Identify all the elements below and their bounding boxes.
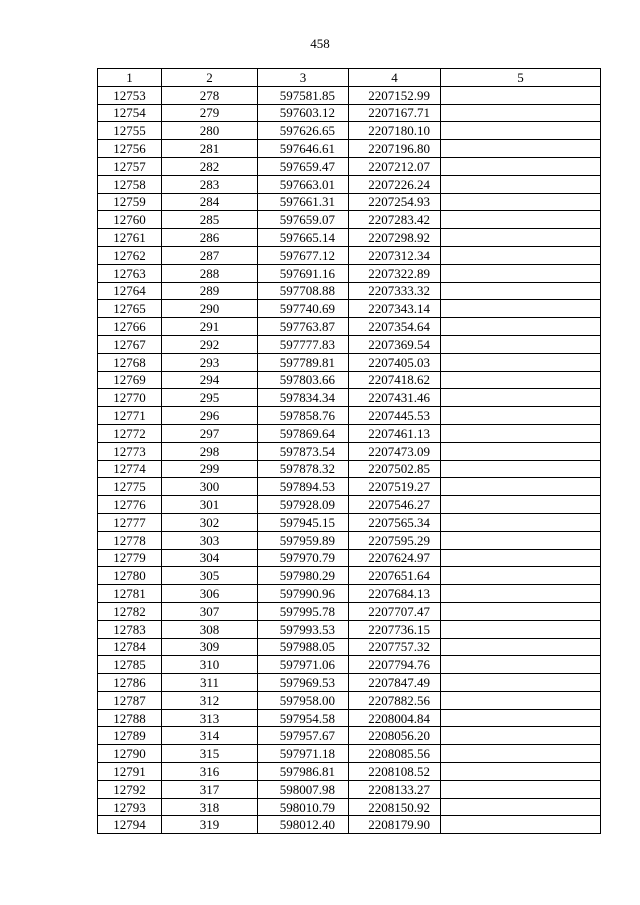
table-row <box>98 531 601 549</box>
table-cell-col-3: 597957.67 <box>258 727 349 745</box>
table-cell-col-3: 598007.98 <box>258 780 349 798</box>
table-cell-col-1: 12762 <box>98 246 162 264</box>
table-cell-col-4: 2207226.24 <box>349 175 441 193</box>
table-cell-col-2: 316 <box>162 763 258 781</box>
table-cell-col-2: 301 <box>162 496 258 514</box>
table-cell-col-5 <box>441 246 601 264</box>
table-cell-col-4: 2207322.89 <box>349 264 441 282</box>
table-cell-col-4: 2208056.20 <box>349 727 441 745</box>
table-row <box>98 513 601 531</box>
table-cell-col-4: 2207312.34 <box>349 246 441 264</box>
table-row <box>98 798 601 816</box>
table-row <box>98 300 601 318</box>
table-cell-col-1: 12758 <box>98 175 162 193</box>
table-cell-col-5 <box>441 816 601 834</box>
table-cell-col-5 <box>441 780 601 798</box>
table-cell-col-2: 290 <box>162 300 258 318</box>
table-cell-col-2: 306 <box>162 585 258 603</box>
table-cell-col-4: 2207847.49 <box>349 674 441 692</box>
table-cell-col-4: 2207684.13 <box>349 585 441 603</box>
table-cell-col-2: 278 <box>162 86 258 104</box>
table-cell-col-1: 12793 <box>98 798 162 816</box>
table-cell-col-1: 12786 <box>98 674 162 692</box>
table-cell-col-3: 597763.87 <box>258 318 349 336</box>
table-cell-col-4: 2207418.62 <box>349 371 441 389</box>
table-cell-col-5 <box>441 407 601 425</box>
table-cell-col-5 <box>441 193 601 211</box>
table-row <box>98 727 601 745</box>
table-cell-col-3: 597878.32 <box>258 460 349 478</box>
table-cell-col-1: 12757 <box>98 157 162 175</box>
table-cell-col-3: 598012.40 <box>258 816 349 834</box>
table-cell-col-2: 305 <box>162 567 258 585</box>
table-cell-col-2: 299 <box>162 460 258 478</box>
table-cell-col-5 <box>441 585 601 603</box>
table-cell-col-3: 597958.00 <box>258 691 349 709</box>
table-cell-col-4: 2207167.71 <box>349 104 441 122</box>
table-cell-col-5 <box>441 567 601 585</box>
table-cell-col-3: 597663.01 <box>258 175 349 193</box>
table-cell-col-5 <box>441 496 601 514</box>
table-cell-col-1: 12790 <box>98 745 162 763</box>
table-cell-col-1: 12784 <box>98 638 162 656</box>
table-cell-col-5 <box>441 229 601 247</box>
table-row <box>98 211 601 229</box>
table-cell-col-3: 597646.61 <box>258 140 349 158</box>
table-cell-col-2: 314 <box>162 727 258 745</box>
table-cell-col-5 <box>441 513 601 531</box>
table-row <box>98 549 601 567</box>
table-cell-col-5 <box>441 335 601 353</box>
table-cell-col-5 <box>441 674 601 692</box>
column-header-5: 5 <box>441 69 601 87</box>
table-row <box>98 691 601 709</box>
table-cell-col-3: 597581.85 <box>258 86 349 104</box>
table-cell-col-5 <box>441 122 601 140</box>
table-row <box>98 816 601 834</box>
table-cell-col-3: 597986.81 <box>258 763 349 781</box>
table-cell-col-4: 2207502.85 <box>349 460 441 478</box>
table-cell-col-3: 597626.65 <box>258 122 349 140</box>
table-cell-col-4: 2208004.84 <box>349 709 441 727</box>
table-cell-col-4: 2207651.64 <box>349 567 441 585</box>
table-row <box>98 763 601 781</box>
table-row <box>98 496 601 514</box>
table-cell-col-5 <box>441 282 601 300</box>
table-cell-col-2: 307 <box>162 602 258 620</box>
table-cell-col-1: 12754 <box>98 104 162 122</box>
table-cell-col-2: 311 <box>162 674 258 692</box>
table-cell-col-5 <box>441 424 601 442</box>
table-cell-col-4: 2207196.80 <box>349 140 441 158</box>
table-row <box>98 407 601 425</box>
table-row <box>98 86 601 104</box>
column-header-2: 2 <box>162 69 258 87</box>
table-cell-col-4: 2207369.54 <box>349 335 441 353</box>
table-row <box>98 709 601 727</box>
table-row <box>98 335 601 353</box>
table-body <box>98 86 601 833</box>
table-row <box>98 424 601 442</box>
table-cell-col-3: 597995.78 <box>258 602 349 620</box>
table-cell-col-1: 12777 <box>98 513 162 531</box>
table-cell-col-3: 597971.06 <box>258 656 349 674</box>
table-cell-col-1: 12755 <box>98 122 162 140</box>
table-cell-col-4: 2207595.29 <box>349 531 441 549</box>
table-row <box>98 745 601 763</box>
table-cell-col-1: 12783 <box>98 620 162 638</box>
table-row <box>98 175 601 193</box>
table-cell-col-2: 286 <box>162 229 258 247</box>
table-row <box>98 229 601 247</box>
table-cell-col-4: 2207445.53 <box>349 407 441 425</box>
table-cell-col-4: 2207254.93 <box>349 193 441 211</box>
table-cell-col-1: 12773 <box>98 442 162 460</box>
table-cell-col-1: 12788 <box>98 709 162 727</box>
table-cell-col-3: 597777.83 <box>258 335 349 353</box>
table-row <box>98 246 601 264</box>
table-cell-col-4: 2207736.15 <box>349 620 441 638</box>
table-cell-col-3: 597661.31 <box>258 193 349 211</box>
table-row <box>98 353 601 371</box>
table-cell-col-1: 12774 <box>98 460 162 478</box>
table-cell-col-5 <box>441 478 601 496</box>
table-cell-col-2: 319 <box>162 816 258 834</box>
table-cell-col-2: 296 <box>162 407 258 425</box>
table-cell-col-4: 2207624.97 <box>349 549 441 567</box>
table-cell-col-3: 597980.29 <box>258 567 349 585</box>
table-cell-col-5 <box>441 691 601 709</box>
table-cell-col-5 <box>441 709 601 727</box>
table-cell-col-4: 2207565.34 <box>349 513 441 531</box>
table-cell-col-5 <box>441 211 601 229</box>
table-cell-col-3: 597945.15 <box>258 513 349 531</box>
coordinates-table <box>97 68 601 834</box>
table-cell-col-2: 284 <box>162 193 258 211</box>
table-cell-col-5 <box>441 602 601 620</box>
table-cell-col-5 <box>441 798 601 816</box>
table-cell-col-4: 2207180.10 <box>349 122 441 140</box>
table-cell-col-4: 2207757.32 <box>349 638 441 656</box>
table-cell-col-4: 2207519.27 <box>349 478 441 496</box>
table-cell-col-2: 309 <box>162 638 258 656</box>
table-cell-col-3: 597659.07 <box>258 211 349 229</box>
table-cell-col-1: 12775 <box>98 478 162 496</box>
table-cell-col-1: 12789 <box>98 727 162 745</box>
table-cell-col-1: 12778 <box>98 531 162 549</box>
table-cell-col-2: 283 <box>162 175 258 193</box>
table-cell-col-2: 315 <box>162 745 258 763</box>
table-cell-col-1: 12792 <box>98 780 162 798</box>
table-cell-col-3: 597988.05 <box>258 638 349 656</box>
table-cell-col-2: 292 <box>162 335 258 353</box>
table-cell-col-3: 597603.12 <box>258 104 349 122</box>
table-cell-col-2: 297 <box>162 424 258 442</box>
table-cell-col-5 <box>441 442 601 460</box>
table-cell-col-1: 12766 <box>98 318 162 336</box>
table-cell-col-2: 287 <box>162 246 258 264</box>
table-cell-col-2: 289 <box>162 282 258 300</box>
table-row <box>98 282 601 300</box>
table-cell-col-5 <box>441 86 601 104</box>
table-row <box>98 157 601 175</box>
table-cell-col-5 <box>441 727 601 745</box>
table-cell-col-2: 295 <box>162 389 258 407</box>
table-cell-col-4: 2208085.56 <box>349 745 441 763</box>
table-cell-col-4: 2208179.90 <box>349 816 441 834</box>
table-cell-col-2: 312 <box>162 691 258 709</box>
table-cell-col-3: 597894.53 <box>258 478 349 496</box>
table-cell-col-3: 597740.69 <box>258 300 349 318</box>
table-cell-col-3: 597789.81 <box>258 353 349 371</box>
table-row <box>98 638 601 656</box>
table-cell-col-3: 597959.89 <box>258 531 349 549</box>
table-cell-col-2: 310 <box>162 656 258 674</box>
table-cell-col-5 <box>441 157 601 175</box>
table-cell-col-5 <box>441 104 601 122</box>
table-cell-col-5 <box>441 264 601 282</box>
table-cell-col-1: 12764 <box>98 282 162 300</box>
table-row <box>98 442 601 460</box>
table-cell-col-2: 281 <box>162 140 258 158</box>
table-row <box>98 318 601 336</box>
table-cell-col-2: 291 <box>162 318 258 336</box>
table-cell-col-5 <box>441 371 601 389</box>
page-number: 458 <box>310 36 330 51</box>
table-cell-col-1: 12794 <box>98 816 162 834</box>
table-cell-col-4: 2207333.32 <box>349 282 441 300</box>
column-header-4: 4 <box>349 69 441 87</box>
table-cell-col-4: 2207461.13 <box>349 424 441 442</box>
table-row <box>98 193 601 211</box>
table-cell-col-1: 12760 <box>98 211 162 229</box>
table-cell-col-5 <box>441 656 601 674</box>
table-cell-col-1: 12779 <box>98 549 162 567</box>
table-cell-col-5 <box>441 389 601 407</box>
table-cell-col-1: 12787 <box>98 691 162 709</box>
table-cell-col-3: 597954.58 <box>258 709 349 727</box>
table-cell-col-1: 12781 <box>98 585 162 603</box>
table-cell-col-1: 12782 <box>98 602 162 620</box>
table-cell-col-3: 597659.47 <box>258 157 349 175</box>
table-cell-col-1: 12769 <box>98 371 162 389</box>
table-cell-col-2: 298 <box>162 442 258 460</box>
table-cell-col-2: 294 <box>162 371 258 389</box>
table-cell-col-5 <box>441 763 601 781</box>
table-cell-col-2: 304 <box>162 549 258 567</box>
table-cell-col-4: 2207431.46 <box>349 389 441 407</box>
table-cell-col-1: 12765 <box>98 300 162 318</box>
table-cell-col-4: 2207473.09 <box>349 442 441 460</box>
table-cell-col-3: 597803.66 <box>258 371 349 389</box>
table-cell-col-3: 597990.96 <box>258 585 349 603</box>
table-cell-col-2: 317 <box>162 780 258 798</box>
table-row <box>98 602 601 620</box>
table-cell-col-4: 2208133.27 <box>349 780 441 798</box>
table-cell-col-1: 12753 <box>98 86 162 104</box>
table-cell-col-2: 308 <box>162 620 258 638</box>
table-cell-col-1: 12791 <box>98 763 162 781</box>
table-cell-col-3: 597928.09 <box>258 496 349 514</box>
table-cell-col-4: 2207283.42 <box>349 211 441 229</box>
table-cell-col-5 <box>441 353 601 371</box>
table-cell-col-4: 2207354.64 <box>349 318 441 336</box>
table-cell-col-2: 318 <box>162 798 258 816</box>
table-cell-col-1: 12759 <box>98 193 162 211</box>
table-cell-col-2: 279 <box>162 104 258 122</box>
table-cell-col-5 <box>441 745 601 763</box>
table-cell-col-4: 2207794.76 <box>349 656 441 674</box>
table-row <box>98 567 601 585</box>
table-cell-col-5 <box>441 300 601 318</box>
table-cell-col-5 <box>441 140 601 158</box>
table-row <box>98 264 601 282</box>
table-cell-col-4: 2207405.03 <box>349 353 441 371</box>
table-cell-col-4: 2207298.92 <box>349 229 441 247</box>
table-row <box>98 122 601 140</box>
table-row <box>98 140 601 158</box>
table-cell-col-1: 12770 <box>98 389 162 407</box>
table-row <box>98 478 601 496</box>
table-cell-col-1: 12771 <box>98 407 162 425</box>
table-cell-col-5 <box>441 460 601 478</box>
table-row <box>98 780 601 798</box>
table-cell-col-5 <box>441 175 601 193</box>
table-cell-col-4: 2207546.27 <box>349 496 441 514</box>
column-header-3: 3 <box>258 69 349 87</box>
table-cell-col-5 <box>441 531 601 549</box>
table-cell-col-3: 597969.53 <box>258 674 349 692</box>
table-row <box>98 389 601 407</box>
table-row <box>98 674 601 692</box>
table-cell-col-3: 598010.79 <box>258 798 349 816</box>
table-cell-col-1: 12756 <box>98 140 162 158</box>
table-header-row <box>98 69 601 87</box>
table-cell-col-2: 303 <box>162 531 258 549</box>
table-row <box>98 585 601 603</box>
table-cell-col-3: 597665.14 <box>258 229 349 247</box>
table-cell-col-3: 597708.88 <box>258 282 349 300</box>
table-cell-col-3: 597970.79 <box>258 549 349 567</box>
table-cell-col-4: 2207882.56 <box>349 691 441 709</box>
table-cell-col-3: 597691.16 <box>258 264 349 282</box>
table-row <box>98 104 601 122</box>
table-cell-col-4: 2208108.52 <box>349 763 441 781</box>
table-cell-col-1: 12785 <box>98 656 162 674</box>
table-cell-col-3: 597971.18 <box>258 745 349 763</box>
table-cell-col-4: 2207152.99 <box>349 86 441 104</box>
table-cell-col-3: 597677.12 <box>258 246 349 264</box>
table-row <box>98 656 601 674</box>
table-cell-col-2: 313 <box>162 709 258 727</box>
table-cell-col-2: 282 <box>162 157 258 175</box>
table-cell-col-4: 2207707.47 <box>349 602 441 620</box>
table-row <box>98 620 601 638</box>
table-cell-col-1: 12780 <box>98 567 162 585</box>
table-cell-col-5 <box>441 620 601 638</box>
table-cell-col-5 <box>441 638 601 656</box>
table-cell-col-5 <box>441 549 601 567</box>
table-cell-col-2: 288 <box>162 264 258 282</box>
table-cell-col-2: 293 <box>162 353 258 371</box>
table-cell-col-2: 280 <box>162 122 258 140</box>
table-cell-col-4: 2207212.07 <box>349 157 441 175</box>
table-cell-col-1: 12772 <box>98 424 162 442</box>
table-cell-col-2: 285 <box>162 211 258 229</box>
table-cell-col-2: 302 <box>162 513 258 531</box>
table-cell-col-5 <box>441 318 601 336</box>
table-cell-col-1: 12761 <box>98 229 162 247</box>
table-cell-col-3: 597858.76 <box>258 407 349 425</box>
table-row <box>98 371 601 389</box>
table-cell-col-3: 597873.54 <box>258 442 349 460</box>
table-cell-col-1: 12768 <box>98 353 162 371</box>
table-cell-col-1: 12767 <box>98 335 162 353</box>
table-cell-col-4: 2207343.14 <box>349 300 441 318</box>
column-header-1: 1 <box>98 69 162 87</box>
table-row <box>98 460 601 478</box>
table-cell-col-1: 12763 <box>98 264 162 282</box>
table-cell-col-3: 597869.64 <box>258 424 349 442</box>
table-cell-col-3: 597993.53 <box>258 620 349 638</box>
table-cell-col-1: 12776 <box>98 496 162 514</box>
table-cell-col-2: 300 <box>162 478 258 496</box>
table-cell-col-4: 2208150.92 <box>349 798 441 816</box>
table-cell-col-3: 597834.34 <box>258 389 349 407</box>
